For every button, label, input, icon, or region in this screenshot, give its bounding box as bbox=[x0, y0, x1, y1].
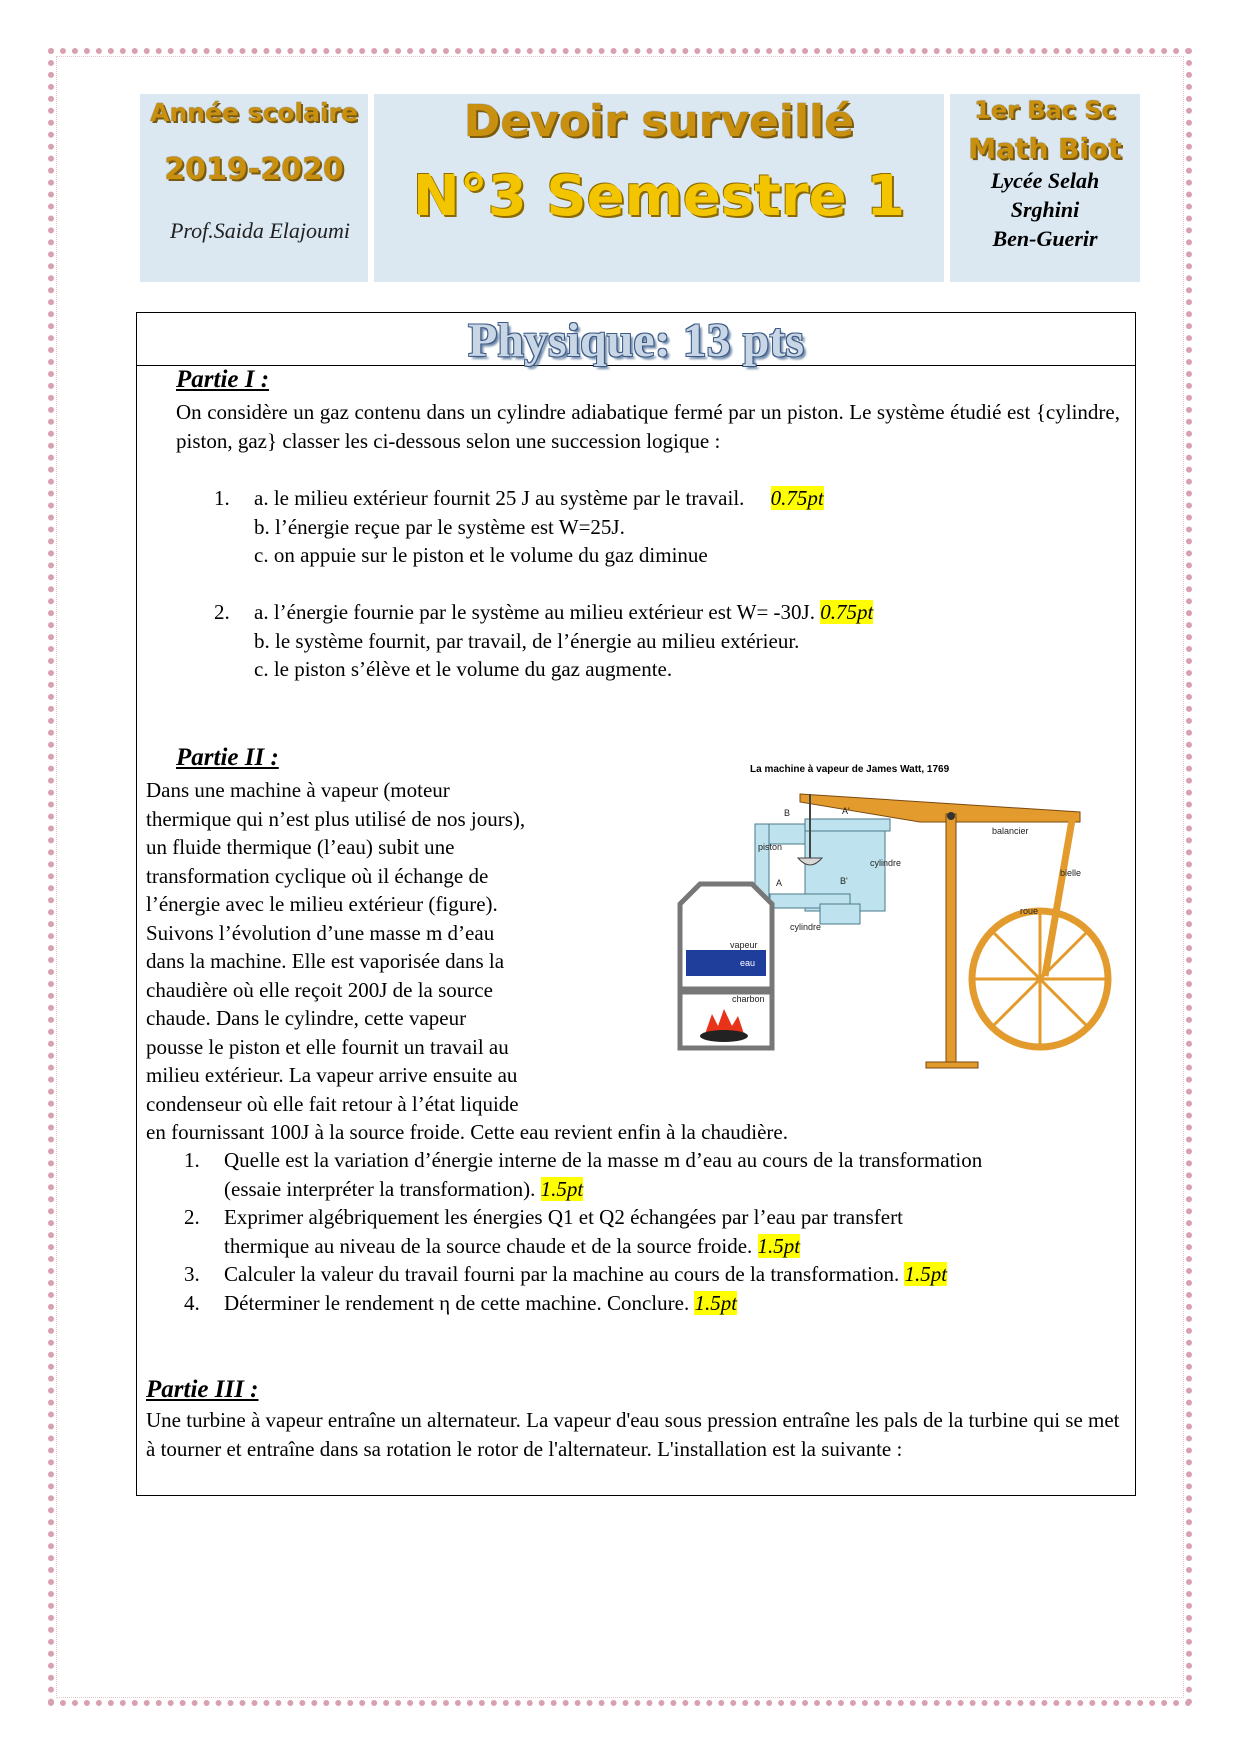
partie2-line: Suivons l’évolution d’une masse m d’eau bbox=[146, 920, 495, 945]
figure-label: cylindre bbox=[870, 858, 902, 868]
partie2-line: thermique qui n’est plus utilisé de nos jours), bbox=[146, 806, 526, 831]
q1-option-a: a. le milieu extérieur fournit 25 J au système par le travail. bbox=[254, 486, 745, 510]
partie2-line: condenseur où elle fait retour à l’état liquide bbox=[146, 1091, 519, 1116]
q1-option-c: c. on appuie sur le piston et le volume du gaz diminue bbox=[254, 543, 708, 567]
teacher-name: Prof.Saida Elajoumi bbox=[169, 218, 351, 243]
q1-points: 0.75pt bbox=[770, 486, 824, 510]
exam-subtitle: N°3 Semestre 1 bbox=[412, 164, 906, 229]
question-points: 1.5pt bbox=[904, 1262, 948, 1286]
section-header bbox=[137, 313, 1135, 366]
figure-title: La machine à vapeur de James Watt, 1769 bbox=[750, 764, 950, 775]
partie2-question bbox=[184, 1146, 1134, 1175]
school-name bbox=[950, 166, 1140, 253]
figure-label: A bbox=[776, 878, 783, 888]
exam-title: Devoir surveillé bbox=[463, 96, 855, 147]
partie2-line: pousse le piston et elle fournit un travail au bbox=[146, 1034, 509, 1059]
partie3-heading: Partie III : bbox=[146, 1376, 259, 1403]
q2-option-b: b. le système fournit, par travail, de l’énergie au milieu extérieur. bbox=[254, 628, 800, 653]
steam-engine-figure bbox=[660, 764, 1120, 1094]
figure-label: cylindre bbox=[790, 922, 822, 932]
question-number: 4. bbox=[184, 1290, 200, 1315]
school-name-line2: Srghini bbox=[1010, 197, 1080, 222]
partie2-line: l’énergie avec le milieu extérieur (figure). bbox=[146, 892, 498, 916]
question-text: Exprimer algébriquement les énergies Q1 et Q2 échangées par l’eau par transfert bbox=[224, 1205, 903, 1229]
partie2-line: chaudière où elle reçoit 200J de la source bbox=[146, 977, 493, 1002]
figure-label: eau bbox=[740, 958, 756, 968]
question-points: 1.5pt bbox=[694, 1290, 738, 1315]
class-level: 1er Bac Sc bbox=[974, 96, 1116, 124]
q2-points: 0.75pt bbox=[820, 600, 874, 624]
question-text: Quelle est la variation d’énergie interne de la masse m d’eau au cours de la transformation bbox=[224, 1148, 983, 1172]
q2-option-a: a. l’énergie fournie par le système au milieu extérieur est W= -30J. bbox=[254, 600, 815, 624]
partie2-line: transformation cyclique où il échange de bbox=[146, 863, 489, 888]
question-text-cont: (essaie interpréter la transformation). bbox=[224, 1176, 536, 1201]
partie2-last-line: en fournissant 100J à la source froide. Cette eau revient enfin à la chaudière. bbox=[146, 1120, 788, 1144]
figure-label: A' bbox=[842, 806, 850, 816]
partie2-line: dans la machine. Elle est vaporisée dans la bbox=[146, 949, 505, 973]
partie2-question bbox=[184, 1289, 1134, 1318]
question-text-cont: thermique au niveau de la source chaude et de la source froide. bbox=[224, 1233, 753, 1258]
pivot-shape bbox=[947, 812, 955, 820]
question-text: Calculer la valeur du travail fourni par la machine au cours de la transformation. bbox=[224, 1262, 900, 1286]
school-year-value: 2019-2020 bbox=[164, 152, 344, 187]
partie3-text: Une turbine à vapeur entraîne un alternateur. La vapeur d'eau sous pression entraîne les pals de la turbine qui se met à tourner et entraîne dans sa rotation le rotor de l'alternateur. L'installation est la suivante : bbox=[146, 1408, 1120, 1461]
figure-label: B' bbox=[840, 876, 848, 886]
partie1-heading: Partie I : bbox=[176, 366, 270, 393]
partie2-heading: Partie II : bbox=[176, 744, 279, 771]
partie2-question-cont bbox=[184, 1175, 1134, 1204]
q1-number: 1. bbox=[214, 486, 230, 510]
figure-label: charbon bbox=[732, 994, 765, 1004]
pillar-shape bbox=[946, 814, 956, 1066]
pillar-base bbox=[926, 1062, 978, 1068]
partie1-intro: On considère un gaz contenu dans un cylindre adiabatique fermé par un piston. Le système étudié est {cylindre, piston, gaz} classer les ci-dessous selon une succession logique : bbox=[176, 400, 1120, 453]
question-number: 1. bbox=[184, 1148, 200, 1172]
partie2-question-cont bbox=[184, 1232, 1134, 1261]
figure-label: balancier bbox=[992, 826, 1029, 836]
partie2-line: un fluide thermique (l’eau) subit une bbox=[146, 835, 455, 859]
figure-label: bielle bbox=[1060, 868, 1082, 878]
partie1-question1 bbox=[214, 484, 1114, 570]
question-points: 1.5pt bbox=[757, 1233, 801, 1258]
header-left-panel bbox=[140, 94, 368, 282]
partie2-line: chaude. Dans le cylindre, cette vapeur bbox=[146, 1006, 467, 1030]
class-stream: Math Biot bbox=[968, 132, 1122, 165]
partie2-question bbox=[184, 1203, 1134, 1232]
header-title-panel bbox=[374, 94, 944, 282]
header-right-panel bbox=[950, 94, 1140, 282]
question-text: Déterminer le rendement η de cette machine. Conclure. bbox=[224, 1290, 690, 1315]
q2-option-c: c. le piston s’élève et le volume du gaz augmente. bbox=[254, 657, 673, 681]
figure-label: vapeur bbox=[730, 940, 758, 950]
partie2-questions bbox=[184, 1146, 1134, 1317]
partie2-question bbox=[184, 1260, 1134, 1289]
school-year-label: Année scolaire bbox=[150, 98, 358, 127]
figure-label: roue bbox=[1020, 906, 1039, 916]
school-name-line3: Ben-Guerir bbox=[992, 226, 1098, 251]
q2-number: 2. bbox=[214, 600, 230, 624]
partie2-line: milieu extérieur. La vapeur arrive ensuite au bbox=[146, 1063, 518, 1087]
school-name-line1: Lycée Selah bbox=[990, 168, 1100, 193]
figure-label: piston bbox=[758, 842, 783, 852]
q1-option-b: b. l’énergie reçue par le système est W=25J. bbox=[254, 514, 625, 539]
partie1-question2 bbox=[214, 598, 1114, 684]
question-points: 1.5pt bbox=[540, 1176, 584, 1201]
figure-label: B bbox=[784, 808, 791, 818]
section-title: Physique: 13 pts bbox=[467, 314, 805, 367]
partie2-line: Dans une machine à vapeur (moteur bbox=[146, 778, 450, 802]
question-number: 2. bbox=[184, 1205, 200, 1229]
question-number: 3. bbox=[184, 1262, 200, 1286]
